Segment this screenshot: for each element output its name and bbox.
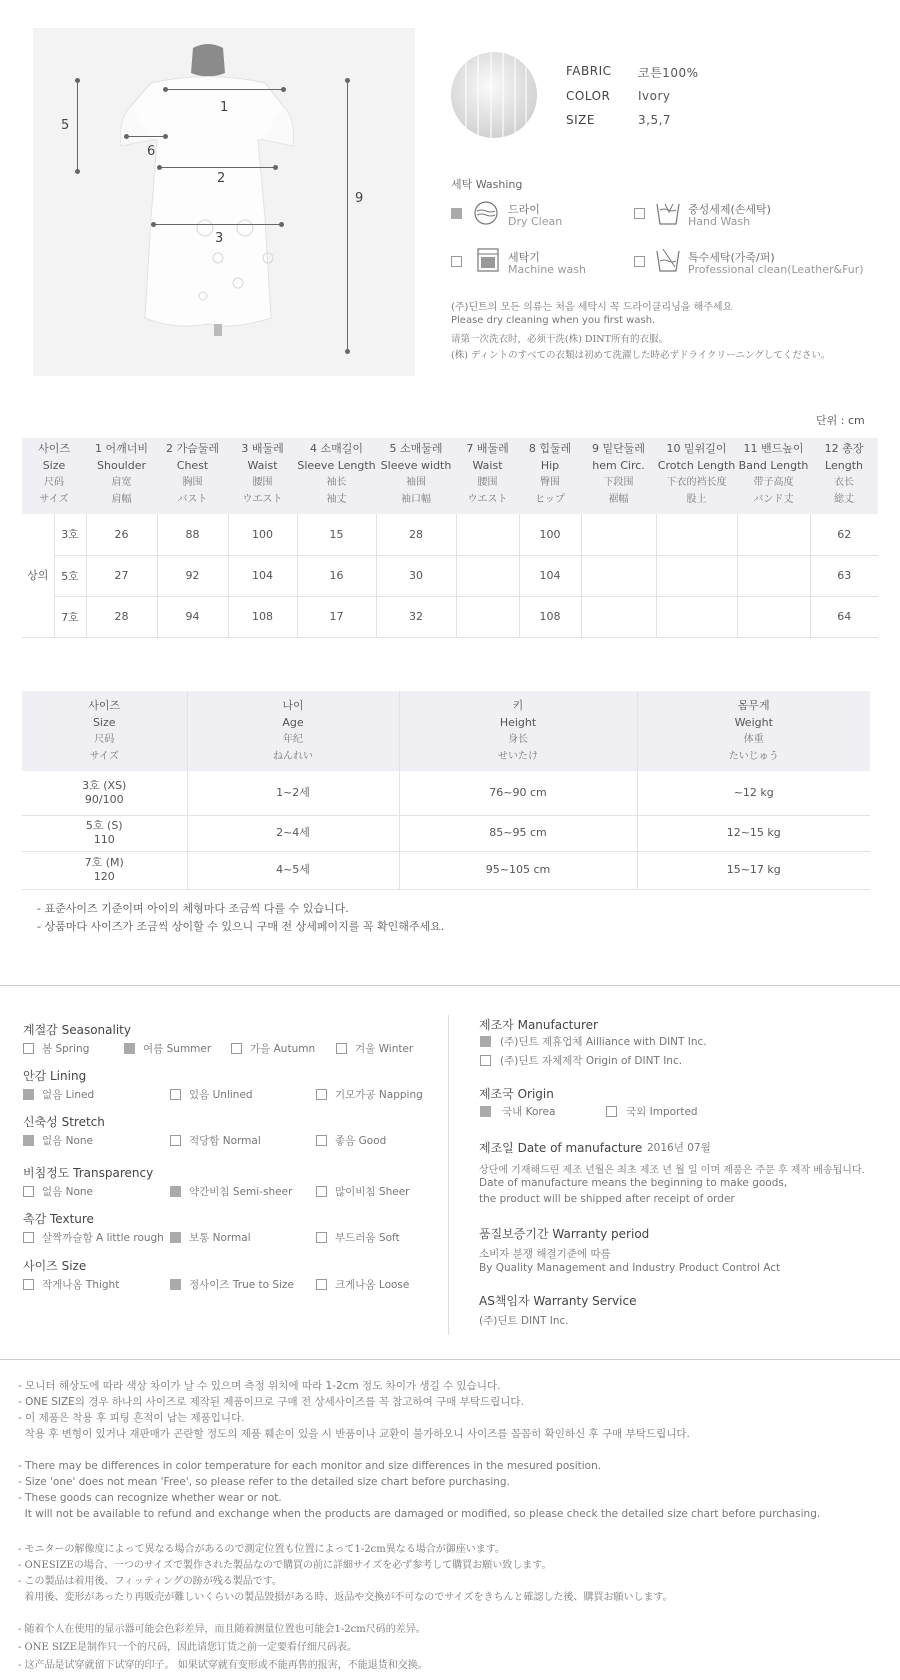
- age-note-2: - 상품마다 사이즈가 조금씩 상이할 수 있으니 구매 전 상세페이지를 꼭 확인해주세요.: [37, 920, 445, 933]
- size-label: SIZE: [566, 113, 595, 127]
- transparency-title: 비침정도 Transparency: [23, 1166, 154, 1180]
- professional-clean-en: Professional clean(Leather&Fur): [688, 263, 864, 276]
- header-length: 12 총장 Length 衣长 総丈: [810, 438, 878, 514]
- origin-imported-checkbox[interactable]: [606, 1106, 617, 1117]
- dry-clean-checkbox[interactable]: [451, 208, 462, 219]
- fit-title: 사이즈 Size: [23, 1259, 87, 1273]
- header-size: 사이즈 Size 尺码 サイズ: [22, 438, 86, 514]
- transparency-semi-checkbox[interactable]: [170, 1186, 181, 1197]
- date-title: 제조일 Date of manufacture: [479, 1141, 643, 1155]
- header-hip: 8 힙둘레 Hip 臀围 ヒップ: [519, 438, 581, 514]
- machine-wash-checkbox[interactable]: [451, 256, 462, 267]
- table-row: 7호 (M) 120 4~5세 95~105 cm 15~17 kg: [22, 851, 870, 889]
- size-table: [22, 438, 878, 638]
- hand-wash-checkbox[interactable]: [634, 208, 645, 219]
- measure-label-2: 2: [217, 171, 226, 186]
- header-shoulder: 1 어깨너비 Shoulder 肩宽 肩幅: [86, 438, 157, 514]
- table-row: 5호 27 92 104 16 30 104 63: [22, 555, 878, 596]
- fit-true-checkbox[interactable]: [170, 1279, 181, 1290]
- season-spring-checkbox[interactable]: [23, 1043, 34, 1054]
- header-crotch: 10 밑위길이 Crotch Length 下衣的裆长度 股上: [656, 438, 737, 514]
- measure-label-3: 3: [215, 231, 224, 246]
- fit-small-checkbox[interactable]: [23, 1279, 34, 1290]
- origin-title: 제조국 Origin: [479, 1087, 554, 1101]
- professional-clean-checkbox[interactable]: [634, 256, 645, 267]
- lining-title: 안감 Lining: [23, 1069, 87, 1083]
- color-label: COLOR: [566, 89, 611, 103]
- age-note-1: - 표준사이즈 기준이며 아이의 체형마다 조금씩 다를 수 있습니다.: [37, 902, 349, 915]
- as-value: (주)딘트 DINT Inc.: [479, 1315, 569, 1327]
- wash-note-en: Please dry cleaning when you first wash.: [451, 315, 656, 326]
- transparency-none-checkbox[interactable]: [23, 1186, 34, 1197]
- manufacturer-alliance-checkbox[interactable]: [480, 1036, 491, 1047]
- header-hem: 9 밑단둘레 hem Circ. 下段围 裾幅: [581, 438, 656, 514]
- seasonality-title: 계절감 Seasonality: [23, 1023, 131, 1037]
- transparency-sheer-checkbox[interactable]: [316, 1186, 327, 1197]
- stretch-normal-checkbox[interactable]: [170, 1135, 181, 1146]
- measure-label-1: 1: [220, 100, 229, 115]
- manufacturer-origin-checkbox[interactable]: [480, 1055, 491, 1066]
- texture-soft-checkbox[interactable]: [316, 1232, 327, 1243]
- stretch-title: 신축성 Stretch: [23, 1115, 105, 1129]
- stretch-good-checkbox[interactable]: [316, 1135, 327, 1146]
- measure-label-6: 6: [147, 144, 156, 159]
- wash-note-ja: (株) ディントのすべての衣類は初めて洗濯した時必ずドライクリーニングしてください。: [451, 350, 831, 361]
- hand-wash-icon: [655, 200, 681, 226]
- fabric-swatch: [451, 52, 537, 138]
- machine-wash-ko: 세탁기: [508, 251, 540, 264]
- machine-wash-icon: [475, 247, 501, 273]
- header-band: 11 밴드높이 Band Length 带子高度 バンド丈: [737, 438, 810, 514]
- hand-wash-en: Hand Wash: [688, 215, 751, 228]
- measure-label-5: 5: [61, 118, 70, 133]
- age-table-header: 사이즈 Size 尺码 サイズ 나이 Age 年纪 ねんれい 키 Height 身长 せいたけ 몸무게 Weight 体重 たいじゅう: [22, 691, 870, 771]
- warranty-title: 품질보증기간 Warranty period: [479, 1227, 650, 1241]
- table-row: 7호 28 94 108 17 32 108 64: [22, 596, 878, 637]
- wash-note-zh: 请第一次洗衣时，必须干洗(株) DINT所有的衣服。: [451, 334, 668, 345]
- dry-clean-ko: 드라이: [508, 203, 540, 216]
- machine-wash-en: Machine wash: [508, 263, 586, 276]
- header-sleeve-length: 4 소매길이 Sleeve Length 袖长 袖丈: [297, 438, 376, 514]
- fabric-label: FABRIC: [566, 64, 612, 78]
- professional-clean-icon: [655, 247, 681, 273]
- table-row: 3호 (XS) 90/100 1~2세 76~90 cm ~12 kg: [22, 771, 870, 815]
- unit-label: 단위 : cm: [816, 414, 865, 427]
- hand-wash-ko: 중성세제(손세탁): [688, 203, 771, 216]
- product-measurement-photo: [33, 28, 415, 376]
- dry-clean-icon: [473, 200, 499, 226]
- wash-note-ko: (주)딘트의 모든 의류는 처음 세탁시 꼭 드라이클리닝을 해주세요: [451, 302, 733, 313]
- lining-napping-checkbox[interactable]: [316, 1089, 327, 1100]
- lining-yes-checkbox[interactable]: [170, 1089, 181, 1100]
- size-table-header: [22, 438, 878, 514]
- dry-clean-en: Dry Clean: [508, 215, 563, 228]
- table-row: 상의 3호 26 88 100 15 28 100 62: [22, 514, 878, 555]
- season-summer-checkbox[interactable]: [124, 1043, 135, 1054]
- color-value: Ivory: [638, 89, 671, 103]
- as-title: AS책임자 Warranty Service: [479, 1294, 637, 1308]
- season-winter-checkbox[interactable]: [336, 1043, 347, 1054]
- table-row: 5호 (S) 110 2~4세 85~95 cm 12~15 kg: [22, 815, 870, 851]
- manufacturer-title: 제조자 Manufacturer: [479, 1018, 598, 1032]
- texture-rough-checkbox[interactable]: [23, 1232, 34, 1243]
- washing-title: 세탁 Washing: [451, 178, 523, 191]
- date-value: 2016년 07월: [647, 1142, 711, 1154]
- texture-title: 촉감 Texture: [23, 1212, 94, 1226]
- fabric-value: 코튼100%: [638, 66, 699, 80]
- header-waist: 3 배둘레 Waist 腰围 ウエスト: [228, 438, 297, 514]
- origin-korea-checkbox[interactable]: [480, 1106, 491, 1117]
- size-value: 3,5,7: [638, 113, 672, 127]
- fit-loose-checkbox[interactable]: [316, 1279, 327, 1290]
- header-chest: 2 가슴둘레 Chest 胸围 バスト: [157, 438, 228, 514]
- measure-label-9: 9: [355, 191, 364, 206]
- season-autumn-checkbox[interactable]: [231, 1043, 242, 1054]
- professional-clean-ko: 특수세탁(가죽/퍼): [688, 251, 775, 264]
- header-sleeve-width: 5 소매둘레 Sleeve width 袖围 袖口幅: [376, 438, 456, 514]
- lining-none-checkbox[interactable]: [23, 1089, 34, 1100]
- stretch-none-checkbox[interactable]: [23, 1135, 34, 1146]
- texture-normal-checkbox[interactable]: [170, 1232, 181, 1243]
- header-waist-7: 7 배둘레 Waist 腰围 ウエスト: [456, 438, 519, 514]
- group-label: 상의: [22, 514, 54, 637]
- age-size-table: [22, 691, 870, 890]
